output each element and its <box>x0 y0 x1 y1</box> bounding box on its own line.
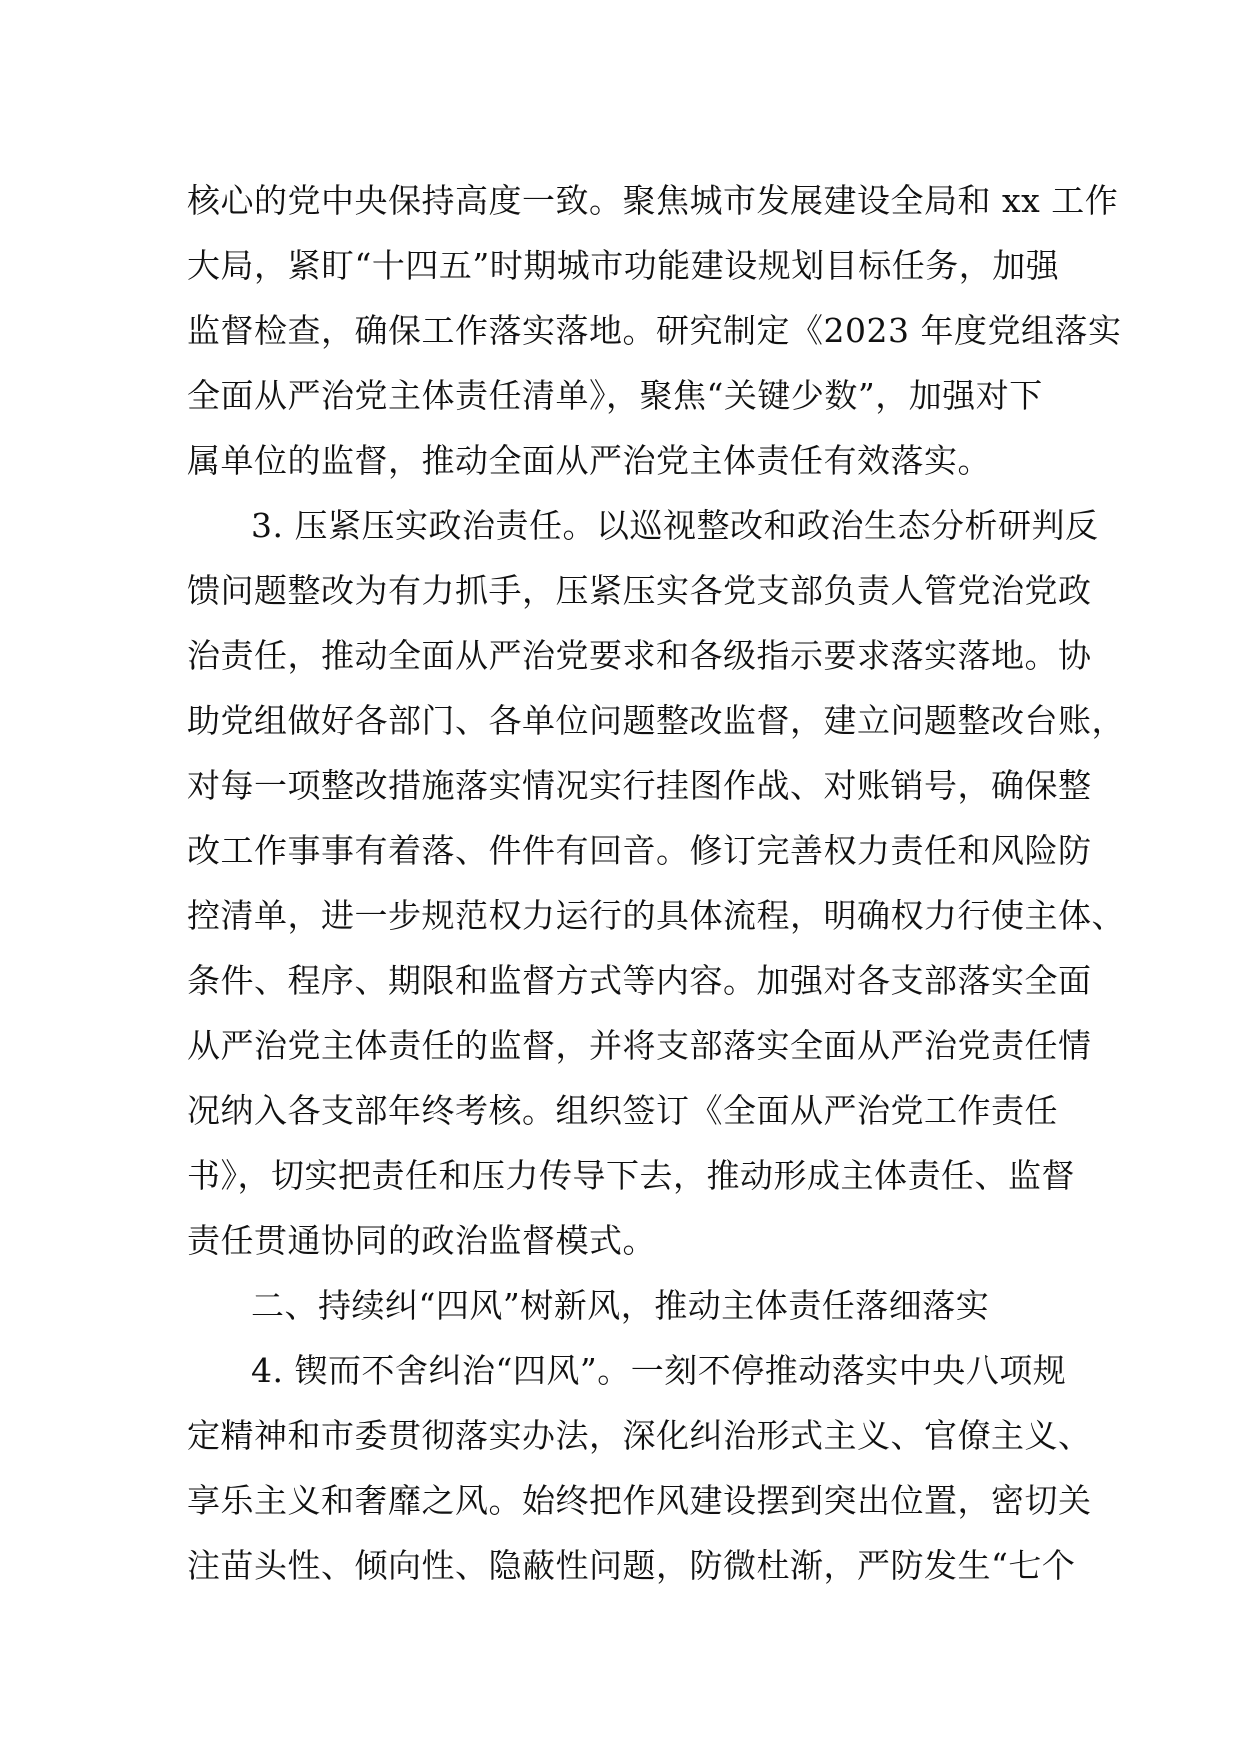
text-line: 属单位的监督，推动全面从严治党主体责任有效落实。 <box>187 441 991 480</box>
text-line: 改工作事事有着落、件件有回音。修订完善权力责任和风险防 <box>187 831 1092 870</box>
text-line: 治责任，推动全面从严治党要求和各级指示要求落实落地。协 <box>187 636 1092 675</box>
text-line-item-3: 3. 压紧压实政治责任。以巡视整改和政治生态分析研判反 <box>251 506 1099 545</box>
text-line: 监督检查，确保工作落实落地。研究制定《2023 年度党组落实 <box>187 311 1122 350</box>
text-line: 条件、程序、期限和监督方式等内容。加强对各支部落实全面 <box>187 961 1092 1000</box>
text-line: 况纳入各支部年终考核。组织签订《全面从严治党工作责任 <box>187 1091 1058 1130</box>
text-line: 对每一项整改措施落实情况实行挂图作战、对账销号，确保整 <box>187 766 1092 805</box>
text-line: 注苗头性、倾向性、隐蔽性问题，防微杜渐，严防发生“七个 <box>187 1546 1076 1585</box>
text-line: 控清单，进一步规范权力运行的具体流程，明确权力行使主体、 <box>187 896 1125 935</box>
text-line: 定精神和市委贯彻落实办法，深化纠治形式主义、官僚主义、 <box>187 1416 1092 1455</box>
text-line: 核心的党中央保持高度一致。聚焦城市发展建设全局和 xx 工作 <box>187 181 1119 220</box>
text-line: 责任贯通协同的政治监督模式。 <box>187 1221 656 1260</box>
text-line: 全面从严治党主体责任清单》，聚焦“关键少数”，加强对下 <box>187 376 1043 415</box>
section-heading-2: 二、持续纠“四风”树新风，推动主体责任落细落实 <box>251 1286 990 1325</box>
text-line: 助党组做好各部门、各单位问题整改监督，建立问题整改台账， <box>187 701 1125 740</box>
text-line: 馈问题整改为有力抓手，压紧压实各党支部负责人管党治党政 <box>187 571 1092 610</box>
text-line: 从严治党主体责任的监督，并将支部落实全面从严治党责任情 <box>187 1026 1092 1065</box>
text-line-item-4: 4. 锲而不舍纠治“四风”。一刻不停推动落实中央八项规 <box>251 1351 1067 1390</box>
text-line: 大局，紧盯“十四五”时期城市功能建设规划目标任务，加强 <box>187 246 1060 285</box>
document-body <box>187 168 1125 1598</box>
text-line: 书》，切实把责任和压力传导下去，推动形成主体责任、监督 <box>187 1156 1075 1195</box>
text-line: 享乐主义和奢靡之风。始终把作风建设摆到突出位置，密切关 <box>187 1481 1092 1520</box>
